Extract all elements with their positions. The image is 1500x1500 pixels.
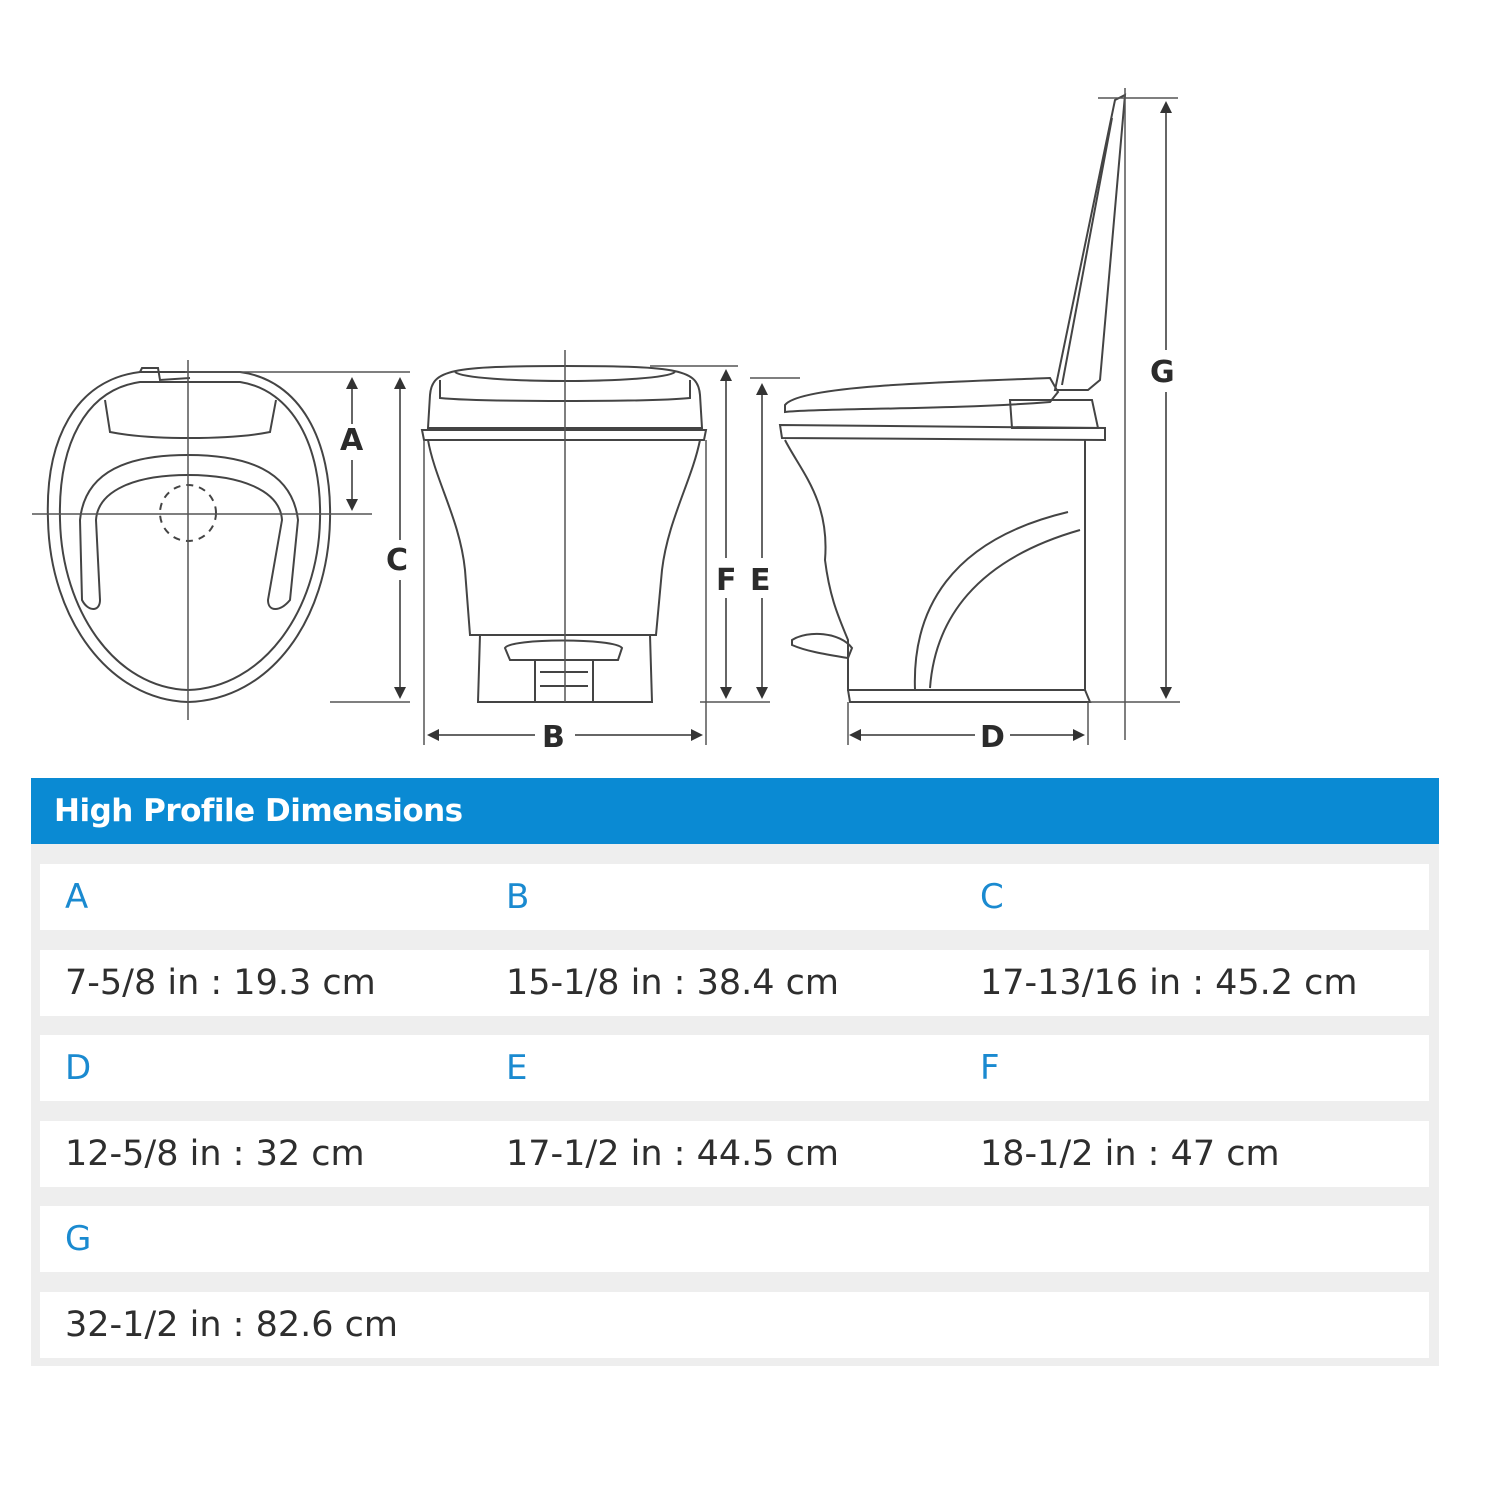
dimension-key: D [65, 1048, 92, 1088]
dimension-label-e: E [750, 563, 771, 598]
dimension-value: 18-1/2 in : 47 cm [980, 1134, 1280, 1174]
front-view-drawing [422, 366, 706, 702]
dimension-value: 15-1/8 in : 38.4 cm [506, 963, 839, 1003]
table-row [40, 1206, 1429, 1272]
dimension-label-a: A [340, 423, 364, 458]
table-row [40, 1121, 1429, 1187]
side-view-extension-lines [750, 88, 1180, 745]
dimension-key: E [506, 1048, 528, 1088]
dimension-key: F [980, 1048, 1000, 1088]
top-view-centerlines [32, 360, 410, 720]
dimension-key: G [65, 1219, 92, 1259]
table-row [40, 1035, 1429, 1101]
dimension-label-d: D [980, 720, 1005, 755]
table-title: High Profile Dimensions [54, 793, 463, 829]
dimension-label-b: B [542, 720, 565, 755]
dimension-key: B [506, 877, 530, 917]
dimension-value: 17-1/2 in : 44.5 cm [506, 1134, 839, 1174]
dimension-label-c: C [386, 543, 409, 578]
dimension-label-g: G [1150, 355, 1175, 390]
dimension-key: A [65, 877, 89, 917]
table-row [40, 864, 1429, 930]
table-header [31, 778, 1439, 844]
dimension-key: C [980, 877, 1004, 917]
table-row [40, 1292, 1429, 1358]
dimension-value: 12-5/8 in : 32 cm [65, 1134, 365, 1174]
dimension-label-f: F [716, 563, 737, 598]
dimensions-table [31, 778, 1439, 1366]
dimension-value: 7-5/8 in : 19.3 cm [65, 963, 376, 1003]
dimension-value: 17-13/16 in : 45.2 cm [980, 963, 1358, 1003]
dimension-value: 32-1/2 in : 82.6 cm [65, 1305, 398, 1345]
top-view-drawing [48, 368, 330, 702]
table-row [40, 950, 1429, 1016]
front-view-centerline [424, 350, 770, 745]
side-view-drawing [780, 95, 1125, 702]
